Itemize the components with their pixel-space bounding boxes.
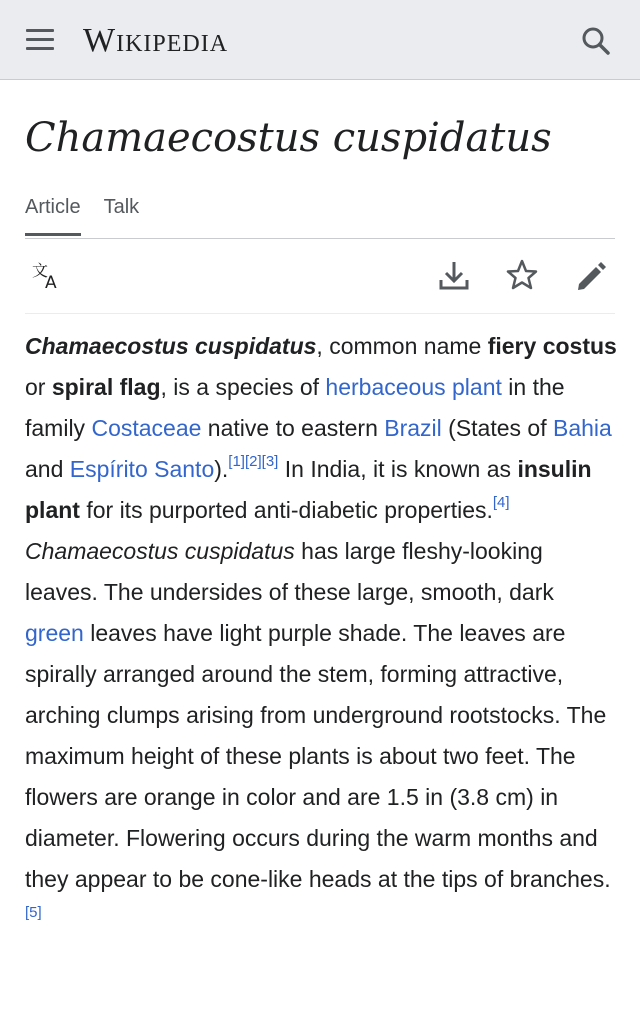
common-name-2: spiral flag — [51, 374, 161, 400]
toolbar-divider — [25, 313, 615, 314]
top-header — [0, 0, 640, 80]
svg-text:文: 文 — [32, 261, 49, 280]
page-tabs — [25, 196, 139, 236]
wikipedia-logo[interactable]: Wikipedia — [83, 22, 229, 59]
language-icon[interactable] — [32, 258, 66, 292]
common-name-1: fiery costus — [487, 333, 617, 359]
text: native to eastern — [201, 415, 385, 441]
hamburger-menu-icon[interactable] — [26, 29, 54, 53]
reference-1[interactable]: [1] — [228, 453, 245, 471]
reference-3[interactable]: [3] — [261, 453, 279, 471]
link-herbaceous-plant[interactable]: herbaceous plant — [325, 374, 502, 400]
text: In India, it is known as — [278, 456, 518, 482]
link-espirito-santo[interactable]: Espírito Santo — [69, 456, 215, 482]
text: (States of — [441, 415, 553, 441]
star-icon[interactable] — [505, 258, 539, 292]
article-paragraph — [25, 326, 617, 941]
text: in the family — [25, 374, 565, 441]
page-title: Chamaecostus cuspidatus — [25, 115, 552, 161]
link-green[interactable]: green — [25, 620, 84, 646]
text: ). — [214, 456, 229, 482]
tab-talk[interactable]: Talk — [103, 196, 140, 218]
text: has large fleshy-looking leaves. The undersides of these large, smooth, dark — [25, 538, 554, 605]
tab-article[interactable]: Article — [25, 196, 81, 236]
tabs-divider — [25, 238, 615, 239]
link-brazil[interactable]: Brazil — [384, 415, 442, 441]
text: , is a species of — [160, 374, 326, 400]
reference-5[interactable]: [5] — [25, 904, 42, 922]
svg-text:A: A — [45, 273, 57, 292]
text: or — [25, 374, 52, 400]
article-subject: Chamaecostus cuspidatus — [25, 333, 317, 359]
link-bahia[interactable]: Bahia — [553, 415, 612, 441]
article-subject-italic: Chamaecostus cuspidatus — [25, 538, 295, 564]
insulin-plant-name: insulin plant — [25, 456, 592, 523]
reference-2[interactable]: [2] — [244, 453, 262, 471]
reference-4[interactable]: [4] — [492, 494, 510, 512]
link-costaceae[interactable]: Costaceae — [91, 415, 202, 441]
text: and — [25, 456, 70, 482]
text: for its purported anti-diabetic properties. — [79, 497, 493, 523]
text: , common name — [316, 333, 488, 359]
search-icon[interactable] — [580, 25, 612, 57]
pencil-icon[interactable] — [574, 258, 608, 292]
download-icon[interactable] — [437, 258, 471, 292]
text: leaves have light purple shade. The leaves are spirally arranged around the stem, forming attractive, arching clumps arising from underground rootstocks. The maximum height of these plants is about two feet. The flowers are orange in color and are 1.5 in (3.8 cm) in diameter. Flowering occurs during the warm months and they appear to be cone-like heads at the tips of branches. — [25, 620, 611, 892]
